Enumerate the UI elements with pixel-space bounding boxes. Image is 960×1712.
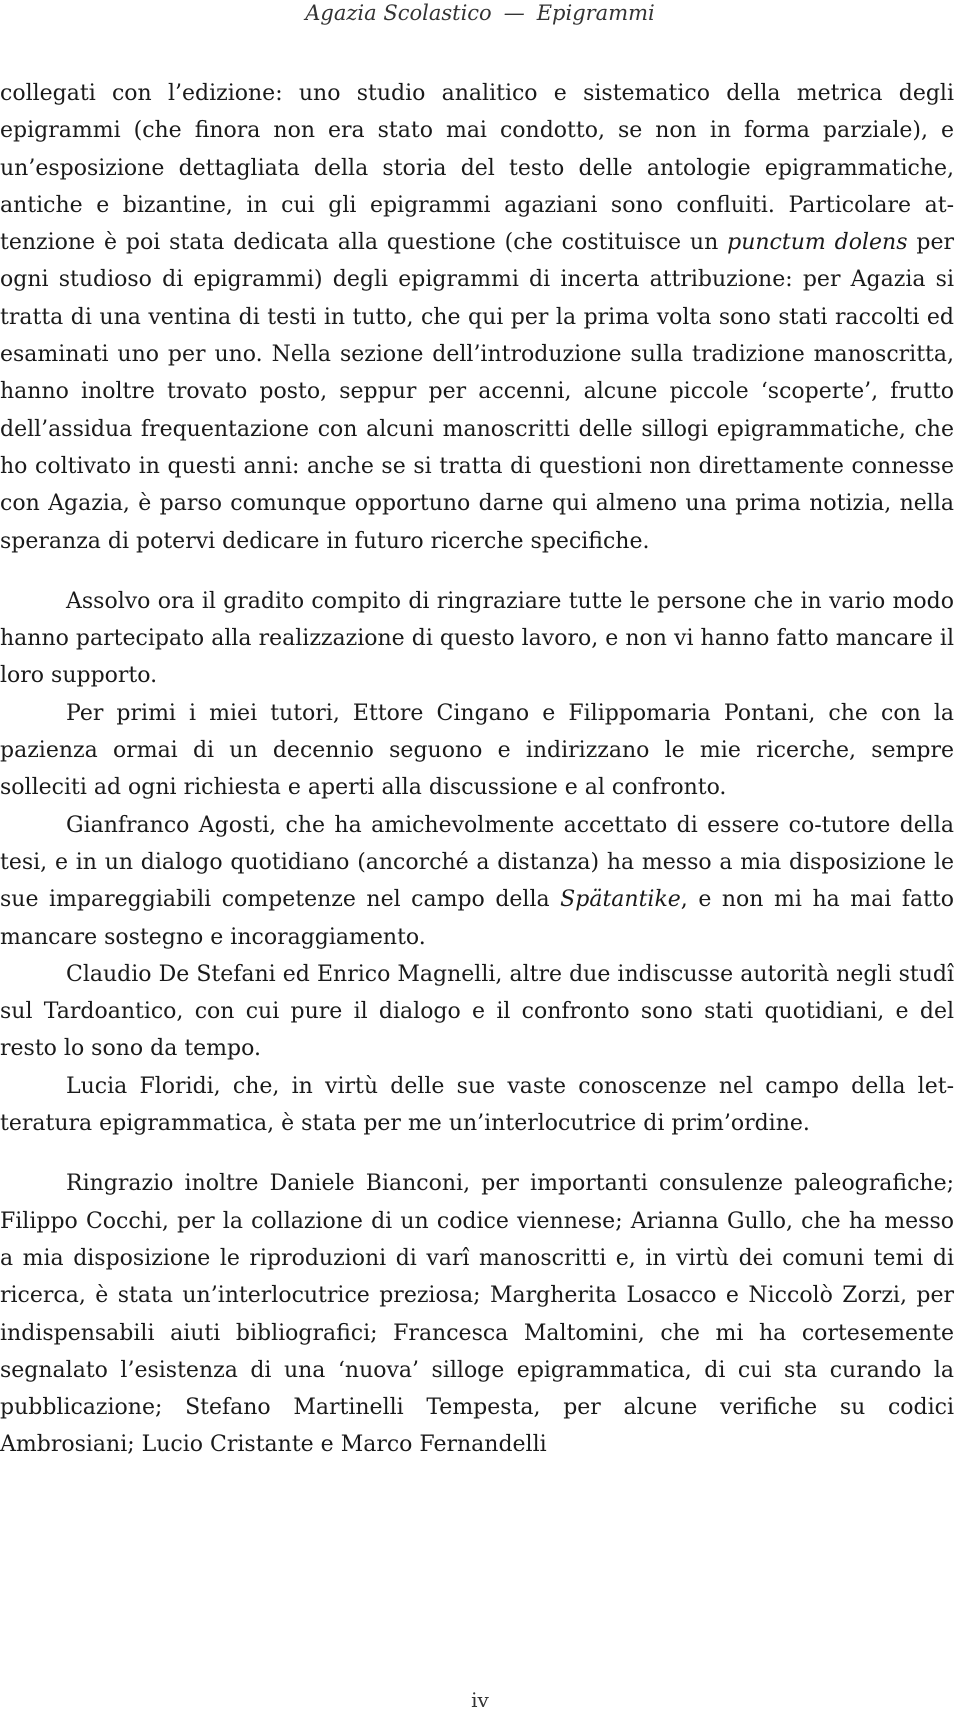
paragraph-floridi: Lucia Floridi, che, in virtù delle sue vaste conoscenze nel campo della letteratura epigrammatica, è stata per me un’interlocutrice di prim’ordine. [0,1073,954,1137]
paragraph-colleagues: Claudio De Stefani ed Enrico Magnelli, altre due indiscusse autorità negli studî sul Tardoantico, con cui pure il dialogo e il confronto sono stati quotidiani, e del resto lo sono da tempo. [0,961,954,1062]
paragraph-acknowledgements-intro: Assolvo ora il gradito compito di ringraziare tutte le persone che in vario modo hanno partecipato alla realizzazione di questo lavoro, e non vi hanno fatto mancare il loro supporto. [0,588,954,689]
italic-term-punctum-dolens: punctum dolens [727,230,908,256]
paragraph-tutors: Per primi i miei tutori, Ettore Cingano e Filippomaria Pontani, che con la pazienza ormai di un decennio seguono e indirizzano le mie ricerche, sempre solleciti ad ogni richiesta e aperti alla discussione e al confronto. [0,700,954,801]
paragraph-metrics-study [0,75,954,560]
page-number: iv [471,1688,489,1712]
paragraph-text: , e non mi ha mai fatto mancare sostegno e incoraggiamento. [0,887,954,950]
body-text [0,75,954,1464]
paragraph-co-tutor [0,807,954,956]
italic-term-spatantike: Spätantike [560,887,681,913]
header-title: Epigrammi [536,1,655,25]
header-author: Agazia Scolastico [305,1,492,25]
paragraph-text: collegati con l’edizione: uno studio analitico e sistematico della metrica degli epigrammi (che finora non era stato mai condotto, se non in forma parziale), e un’esposizione dettagliata della storia del testo delle antologie epigrammatiche, antiche e bizantine, in cui gli epigrammi agaziani sono confluiti. Particolare attenzione è poi stata dedicata alla questione (che costituisce un [0,81,954,256]
header-separator: — [503,1,525,25]
paragraph-text: per ogni studioso di epigrammi) degli epigrammi di incerta attribuzione: per Agazia si tratta di una ventina di testi in tutto, che qui per la prima volta sono stati raccolti ed esaminati uno per uno. Nella sezione dell’introduzione sulla tradizione manoscritta, hanno inoltre trovato posto, seppur per accenni, alcune piccole ‘scoperte’, frutto dell’assidua frequentazione con alcuni manoscritti delle sillogi epigrammatiche, che ho coltivato in questi anni: anche se si tratta di questioni non direttamente connesse con Agazia, è parso comunque opportuno darne qui almeno una prima notizia, nella speranza di potervi dedicare in futuro ricerche specifiche. [0,230,954,554]
paragraph-text: Gianfranco Agosti, che ha amichevolmente accettato di essere co-tutore della tesi, e in un dialogo quotidiano (ancorché a distanza) ha messo a mia disposizione le sue impareggiabili competenze nel campo della [0,812,954,913]
paragraph-further-thanks: Ringrazio inoltre Daniele Bianconi, per importanti consulenze paleografiche; Filippo Cocchi, per la collazione di un codice viennese; Arianna Gullo, che ha messo a mia disposizione le riproduzioni di varî manoscritti e, in virtù dei comuni temi di ricerca, è stata un’interlocutrice preziosa; Margherita Losacco e Niccolò Zorzi, per indispensabili aiuti bibliografici; Francesca Maltomini, che mi ha cortesemente segnalato l’esistenza di una ‘nuova’ silloge epigrammatica, di cui sta curando la pubblicazione; Stefano Martinelli Tempesta, per alcune verifiche su codici Ambrosiani; Lucio Cristante e Marco Fernandelli [0,1171,954,1458]
running-head [0,0,960,28]
